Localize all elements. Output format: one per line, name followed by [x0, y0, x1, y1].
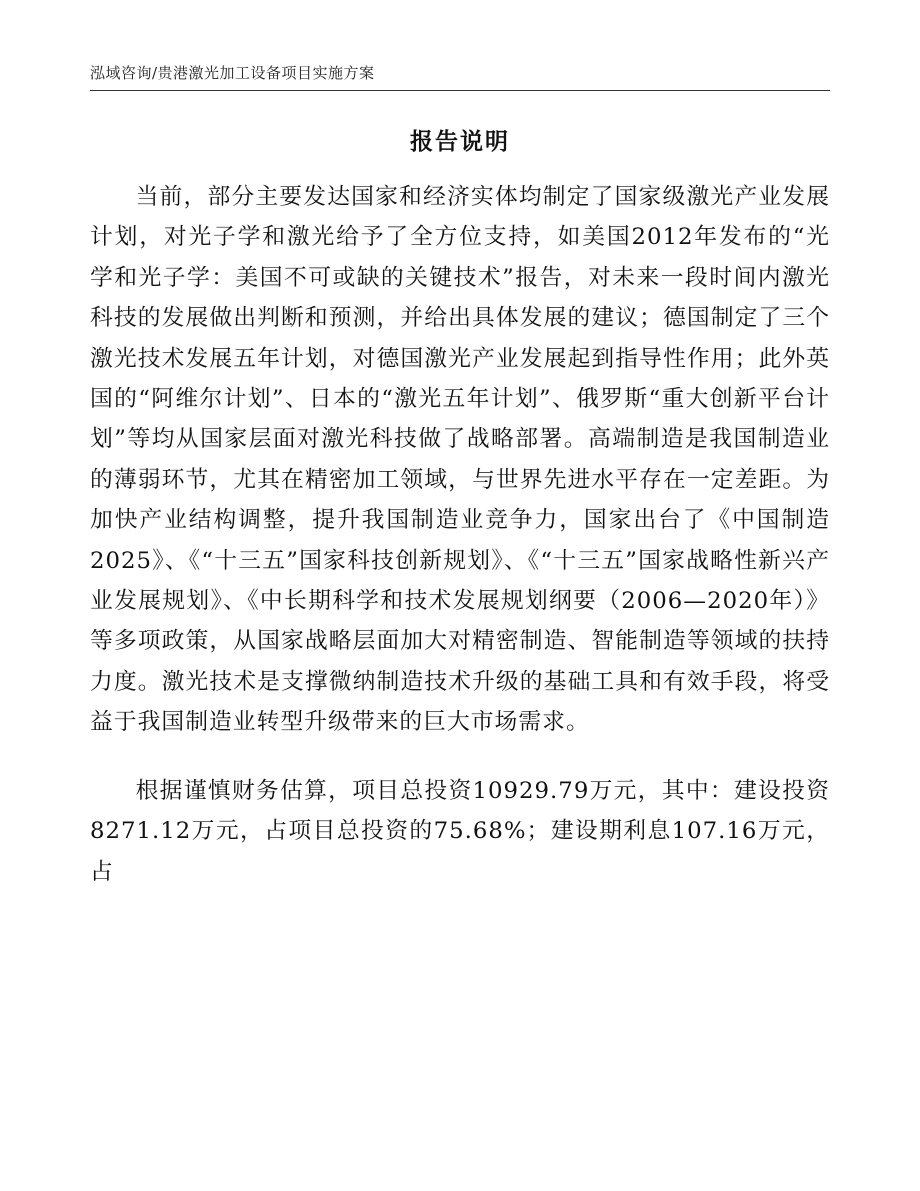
- body-text: [90, 177, 830, 892]
- paragraph-background: 当前，部分主要发达国家和经济实体均制定了国家级激光产业发展计划，对光子学和激光给予了全方位支持，如美国2012年发布的“光学和光子学：美国不可或缺的关键技术”报告，对未来一段时间内激光科技的发展做出判断和预测，并给出具体发展的建议；德国制定了三个激光技术发展五年计划，对德国激光产业发展起到指导性作用；此外英国的“阿维尔计划”、日本的“激光五年计划”、俄罗斯“重大创新平台计划”等均从国家层面对激光科技做了战略部署。高端制造是我国制造业的薄弱环节，尤其在精密加工领域，与世界先进水平存在一定差距。为加快产业结构调整，提升我国制造业竞争力，国家出台了《中国制造2025》、《“十三五”国家科技创新规划》、《“十三五”国家战略性新兴产业发展规划》、《中长期科学和技术发展规划纲要（2006—2020年）》等多项政策，从国家战略层面加大对精密制造、智能制造等领域的扶持力度。激光技术是支撑微纳制造技术升级的基础工具和有效手段，将受益于我国制造业转型升级带来的巨大市场需求。: [90, 184, 830, 736]
- paragraph-investment: 根据谨慎财务估算，项目总投资10929.79万元，其中：建设投资8271.12万元，占项目总投资的75.68%；建设期利息107.16万元，占: [90, 777, 830, 885]
- page-title: 报告说明: [410, 128, 510, 155]
- header-divider: [90, 90, 830, 91]
- running-header: 泓域咨询/贵港激光加工设备项目实施方案: [90, 64, 375, 82]
